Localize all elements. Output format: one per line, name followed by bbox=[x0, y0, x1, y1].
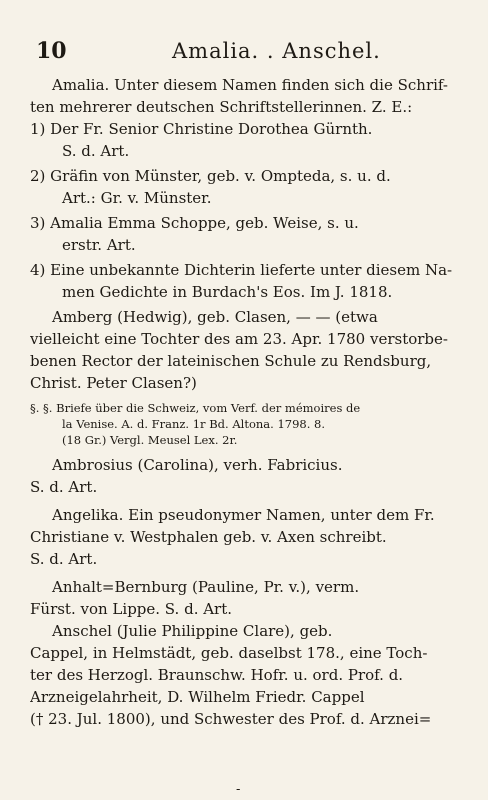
text-line: S. d. Art. bbox=[30, 550, 98, 568]
text-line: Cappel, in Helmstädt, geb. daselbst 178., eine Toch- bbox=[30, 644, 428, 662]
entry-angelika bbox=[30, 504, 458, 570]
text-line: 4) Eine unbekannte Dichterin lieferte unter diesem Na- bbox=[30, 261, 453, 279]
bibliographic-note bbox=[30, 400, 458, 448]
text-line: vielleicht eine Tochter des am 23. Apr. 1780 verstorbe- bbox=[30, 330, 448, 348]
text-line: Christ. Peter Clasen?) bbox=[30, 374, 197, 392]
page-number: 10 bbox=[36, 38, 67, 64]
sub-entry-3 bbox=[30, 212, 458, 256]
text-line: 1) Der Fr. Senior Christine Dorothea Gürnth. bbox=[30, 120, 373, 138]
text-line: S. d. Art. bbox=[62, 142, 130, 160]
text-line: ten mehrerer deutschen Schriftstellerinnen. Z. E.: bbox=[30, 98, 413, 116]
text-line: benen Rector der lateinischen Schule zu Rendsburg, bbox=[30, 352, 432, 370]
note-line: la Venise. A. d. Franz. 1r Bd. Altona. 1798. 8. bbox=[62, 417, 325, 431]
text-line: Ambrosius (Carolina), verh. Fabricius. bbox=[52, 456, 343, 474]
entry-anhalt-bernburg bbox=[30, 576, 458, 620]
text-line: Art.: Gr. v. Münster. bbox=[62, 189, 212, 207]
text-line: ter des Herzogl. Braunschw. Hofr. u. ord. Prof. d. bbox=[30, 666, 404, 684]
text-line: Angelika. Ein pseudonymer Namen, unter dem Fr. bbox=[52, 506, 435, 524]
text-line: S. d. Art. bbox=[30, 478, 98, 496]
entry-anschel bbox=[30, 620, 458, 730]
note-line: (18 Gr.) Vergl. Meusel Lex. 2r. bbox=[62, 433, 238, 447]
text-line: Amberg (Hedwig), geb. Clasen, — — (etwa bbox=[52, 308, 378, 326]
sub-entry-4 bbox=[30, 259, 458, 303]
page-body bbox=[30, 74, 458, 730]
text-line: Arzneigelahrheit, D. Wilhelm Friedr. Cappel bbox=[30, 688, 365, 706]
text-line: erstr. Art. bbox=[62, 236, 136, 254]
running-head: Amalia. . Anschel. bbox=[172, 39, 381, 63]
page-header bbox=[30, 38, 450, 66]
note-line: §. §. Briefe über die Schweiz, vom Verf. der mémoires de bbox=[30, 401, 361, 415]
sub-entry-1 bbox=[30, 118, 458, 162]
text-line: men Gedichte in Burdach's Eos. Im J. 1818. bbox=[62, 283, 393, 301]
footer-mark: - bbox=[236, 782, 241, 797]
text-line: († 23. Jul. 1800), und Schwester des Prof. d. Arznei= bbox=[30, 710, 432, 728]
text-line: 2) Gräfin von Münster, geb. v. Ompteda, s. u. d. bbox=[30, 167, 391, 185]
entry-amalia bbox=[30, 74, 458, 118]
text-line: 3) Amalia Emma Schoppe, geb. Weise, s. u. bbox=[30, 214, 359, 232]
entry-ambrosius bbox=[30, 454, 458, 498]
text-line: Fürst. von Lippe. S. d. Art. bbox=[30, 600, 233, 618]
sub-entry-2 bbox=[30, 165, 458, 209]
text-line: Anschel (Julie Philippine Clare), geb. bbox=[52, 622, 333, 640]
text-line: Amalia. Unter diesem Namen finden sich die Schrif- bbox=[52, 76, 448, 94]
text-line: Anhalt=Bernburg (Pauline, Pr. v.), verm. bbox=[52, 578, 360, 596]
text-line: Christiane v. Westphalen geb. v. Axen schreibt. bbox=[30, 528, 387, 546]
entry-amberg bbox=[30, 306, 458, 394]
